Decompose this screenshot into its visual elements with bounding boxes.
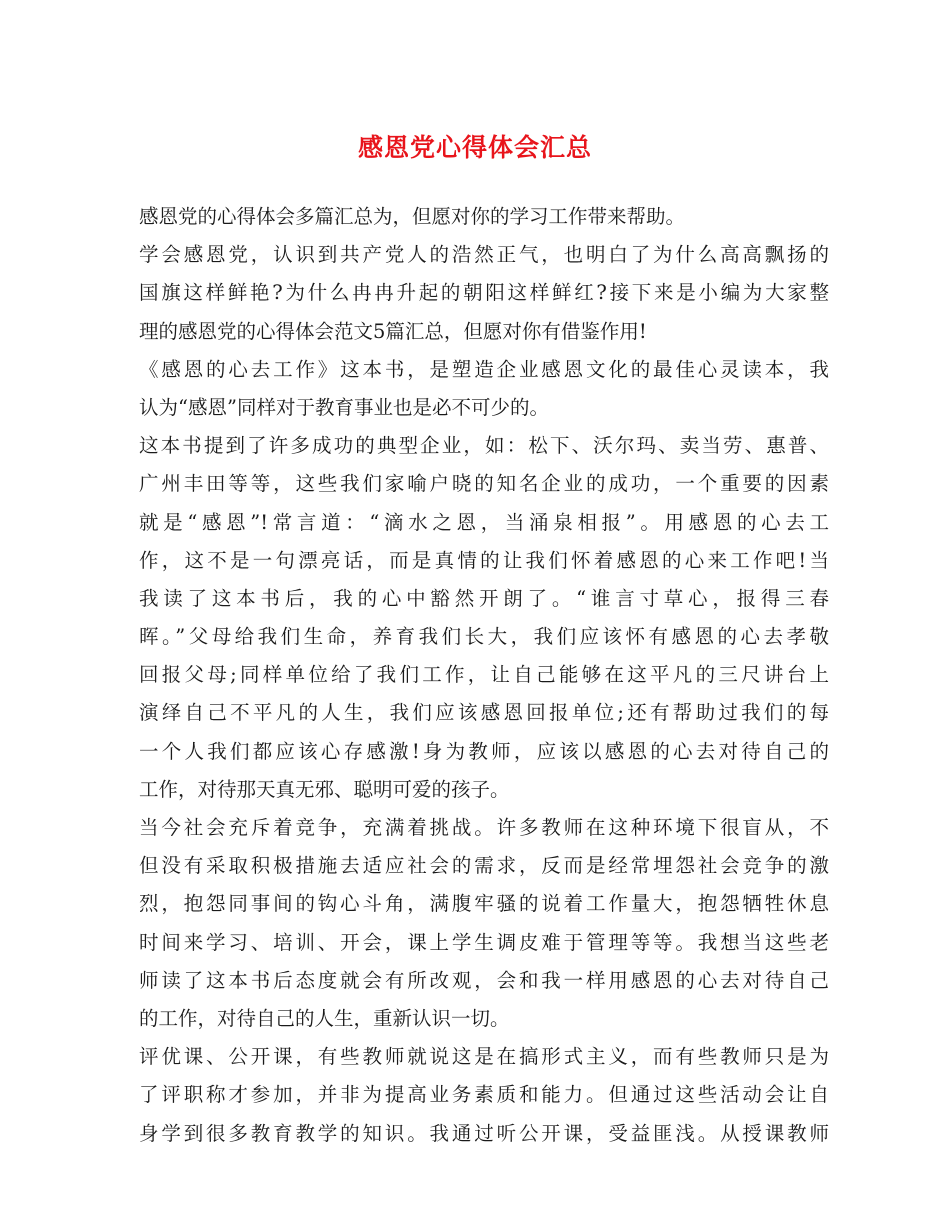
text-line: 学会感恩党，认识到共产党人的浩然正气，也明白了为什么高高飘扬的	[139, 243, 829, 267]
text-line: 认为“感恩”同样对于教育事业也是必不可少的。	[139, 395, 549, 419]
text-line: 《感恩的心去工作》这本书，是塑造企业感恩文化的最佳心灵读本，我	[139, 357, 829, 381]
document-title: 感恩党心得体会汇总	[357, 133, 592, 162]
text-line: 演绎自己不平凡的人生，我们应该感恩回报单位;还有帮助过我们的每	[139, 701, 829, 725]
text-line: 一个人我们都应该心存感激!身为教师，应该以感恩的心去对待自己的	[139, 739, 829, 763]
document-body	[139, 198, 829, 1153]
text-line: 就是“感恩”!常言道：“滴水之恩，当涌泉相报”。用感恩的心去工	[139, 510, 829, 534]
text-line: 但没有采取积极措施去适应社会的需求，反而是经常埋怨社会竞争的激	[139, 854, 829, 878]
text-line: 了评职称才参加，并非为提高业务素质和能力。但通过这些活动会让自	[139, 1083, 829, 1107]
text-line: 理的感恩党的心得体会范文5篇汇总，但愿对你有借鉴作用!	[139, 319, 647, 343]
text-line: 工作，对待那天真无邪、聪明可爱的孩子。	[139, 777, 510, 801]
text-line: 我读了这本书后，我的心中豁然开朗了。“谁言寸草心，报得三春	[139, 586, 829, 610]
text-line: 身学到很多教育教学的知识。我通过听公开课，受益匪浅。从授课教师	[139, 1121, 829, 1145]
text-line: 这本书提到了许多成功的典型企业，如：松下、沃尔玛、卖当劳、惠普、	[139, 434, 829, 458]
text-line: 当今社会充斥着竞争，充满着挑战。许多教师在这种环境下很盲从，不	[139, 816, 829, 839]
text-line: 烈，抱怨同事间的钩心斗角，满腹牢骚的说着工作量大，抱怨牺牲休息	[139, 892, 829, 916]
text-line: 晖。”父母给我们生命，养育我们长大，我们应该怀有感恩的心去孝敬	[139, 625, 829, 649]
text-line: 的工作，对待自己的人生，重新认识一切。	[139, 1006, 510, 1030]
text-line: 评优课、公开课，有些教师就说这是在搞形式主义，而有些教师只是为	[139, 1045, 829, 1069]
text-line: 感恩党的心得体会多篇汇总为，但愿对你的学习工作带来帮助。	[139, 205, 686, 228]
text-line: 时间来学习、培训、开会，课上学生调皮难于管理等等。我想当这些老	[139, 930, 829, 954]
text-line: 回报父母;同样单位给了我们工作，让自己能够在这平凡的三尺讲台上	[139, 663, 829, 687]
text-line: 作，这不是一句漂亮话，而是真情的让我们怀着感恩的心来工作吧!当	[139, 548, 829, 572]
text-line: 广州丰田等等，这些我们家喻户晓的知名企业的成功，一个重要的因素	[139, 472, 829, 496]
text-line: 国旗这样鲜艳?为什么冉冉升起的朝阳这样鲜红?接下来是小编为大家整	[139, 281, 829, 305]
text-line: 师读了这本书后态度就会有所改观，会和我一样用感恩的心去对待自己	[139, 968, 829, 992]
